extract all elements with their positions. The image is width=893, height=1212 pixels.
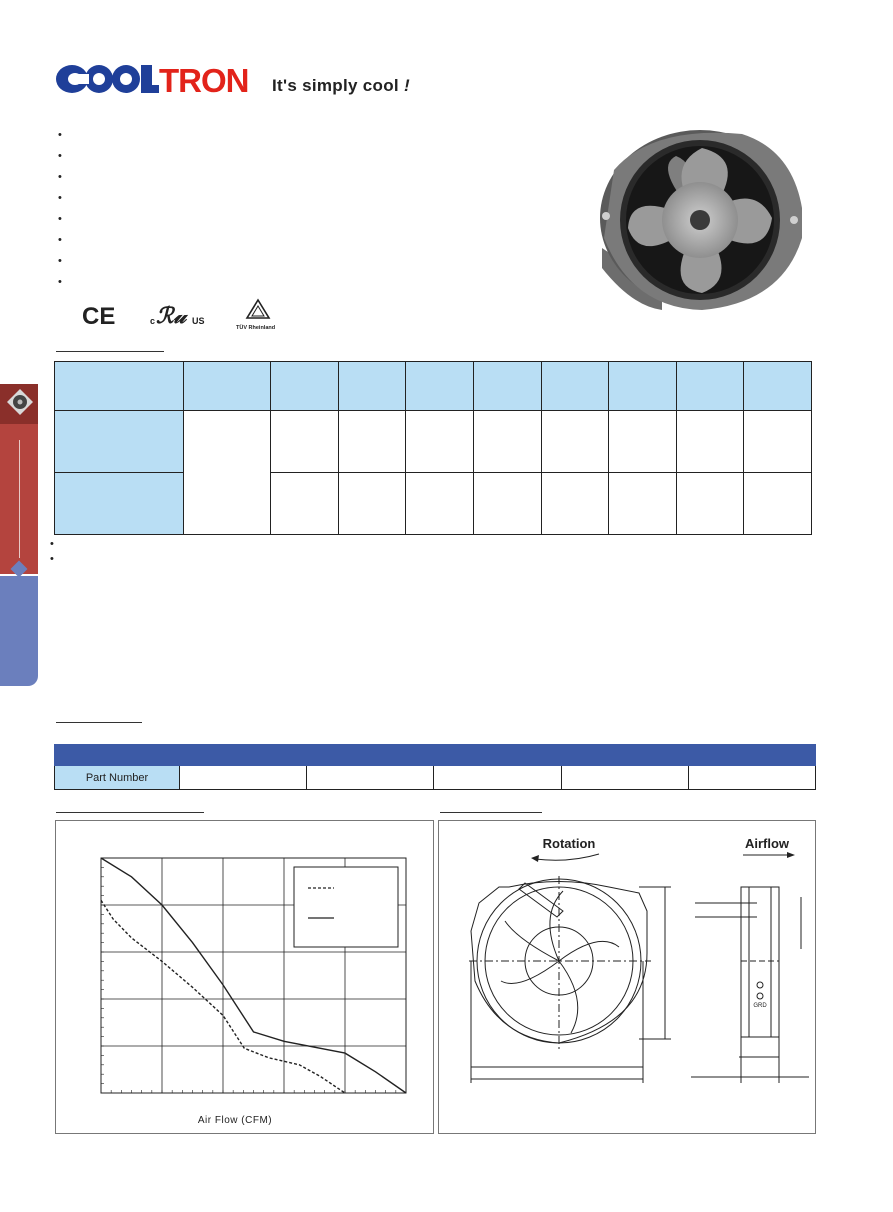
tagline-mark: !	[403, 76, 410, 95]
certification-marks	[82, 296, 282, 332]
feature-item	[58, 145, 70, 166]
spec-cell	[744, 473, 812, 535]
order-cell	[434, 766, 561, 790]
spec-cell	[271, 473, 339, 535]
svg-text:US: US	[192, 316, 205, 326]
chart-section-underline	[56, 812, 204, 813]
spec-section-underline	[56, 351, 164, 352]
feature-item	[58, 187, 70, 208]
rotation-arrow-icon	[535, 854, 599, 860]
spec-row-header	[55, 411, 184, 473]
spec-header-cell	[271, 362, 339, 411]
order-header-row	[55, 745, 816, 766]
spec-header-cell	[55, 362, 184, 411]
fan-side-view	[691, 887, 809, 1083]
order-header-cell	[307, 745, 434, 766]
spec-header-cell	[184, 362, 271, 411]
spec-row	[55, 411, 812, 473]
spec-cell	[406, 411, 474, 473]
spec-notes	[50, 537, 60, 567]
spec-cell	[338, 411, 406, 473]
dimension-drawing-box	[438, 820, 816, 1134]
tagline	[272, 76, 410, 96]
spec-cell	[338, 473, 406, 535]
spec-cell	[541, 411, 609, 473]
rotation-label: Rotation	[542, 836, 596, 851]
spec-header-cell	[676, 362, 744, 411]
order-header-cell	[180, 745, 307, 766]
spec-cell	[609, 473, 677, 535]
order-cell	[307, 766, 434, 790]
side-tab-blue	[0, 576, 38, 686]
spec-header-cell	[609, 362, 677, 411]
spec-cell	[541, 473, 609, 535]
fan-front-view	[469, 876, 671, 1083]
ul-mark-icon	[150, 303, 205, 329]
ordering-table	[54, 744, 816, 790]
x-axis-label: Air Flow (CFM)	[197, 1115, 273, 1126]
performance-chart	[56, 821, 433, 1133]
tagline-text: It's simply cool	[272, 76, 399, 95]
spec-cell	[271, 411, 339, 473]
cooltron-logo	[55, 60, 255, 98]
order-header-cell	[55, 745, 180, 766]
spec-header-cell	[406, 362, 474, 411]
feature-item	[58, 250, 70, 271]
order-header-cell	[561, 745, 688, 766]
dim-section-underline	[440, 812, 542, 813]
feature-item	[58, 271, 70, 292]
order-row	[55, 766, 816, 790]
spec-cell	[676, 473, 744, 535]
spec-cell	[609, 411, 677, 473]
performance-chart-box	[55, 820, 434, 1134]
fan-tab-icon	[6, 388, 34, 416]
spec-row-header	[55, 473, 184, 535]
spec-header-cell	[744, 362, 812, 411]
spec-cell	[473, 473, 541, 535]
airflow-label: Airflow	[744, 836, 790, 851]
ce-mark-icon	[82, 303, 115, 330]
spec-header-cell	[338, 362, 406, 411]
feature-item	[58, 166, 70, 187]
specification-table	[54, 361, 812, 535]
feature-list	[58, 124, 70, 292]
svg-text:TÜV Rheinland: TÜV Rheinland	[236, 325, 276, 331]
spec-cell	[676, 411, 744, 473]
spec-cell	[406, 473, 474, 535]
spec-header-row	[55, 362, 812, 411]
tuv-mark-icon	[236, 300, 275, 331]
order-section-underline	[56, 722, 142, 723]
part-number-label: Part Number	[55, 766, 180, 790]
note-item	[50, 537, 60, 552]
side-tab-divider	[19, 440, 20, 558]
order-cell	[688, 766, 815, 790]
ground-label: GRD	[753, 1003, 767, 1009]
note-item	[50, 552, 60, 567]
chart-legend	[294, 867, 398, 947]
spec-header-cell	[473, 362, 541, 411]
spec-merged-cell	[184, 411, 271, 535]
spec-cell	[744, 411, 812, 473]
dimension-drawing	[439, 821, 815, 1133]
order-cell	[180, 766, 307, 790]
feature-item	[58, 124, 70, 145]
spec-row	[55, 473, 812, 535]
fan-product-photo	[592, 128, 807, 318]
order-header-cell	[434, 745, 561, 766]
feature-item	[58, 208, 70, 229]
svg-text:CE: CE	[82, 303, 116, 330]
order-cell	[561, 766, 688, 790]
svg-text:ℛ𝓊: ℛ𝓊	[156, 303, 186, 329]
feature-item	[58, 229, 70, 250]
logo-tron: TRON	[159, 62, 249, 98]
spec-cell	[473, 411, 541, 473]
order-header-cell	[688, 745, 815, 766]
spec-header-cell	[541, 362, 609, 411]
svg-text:c: c	[150, 316, 156, 326]
